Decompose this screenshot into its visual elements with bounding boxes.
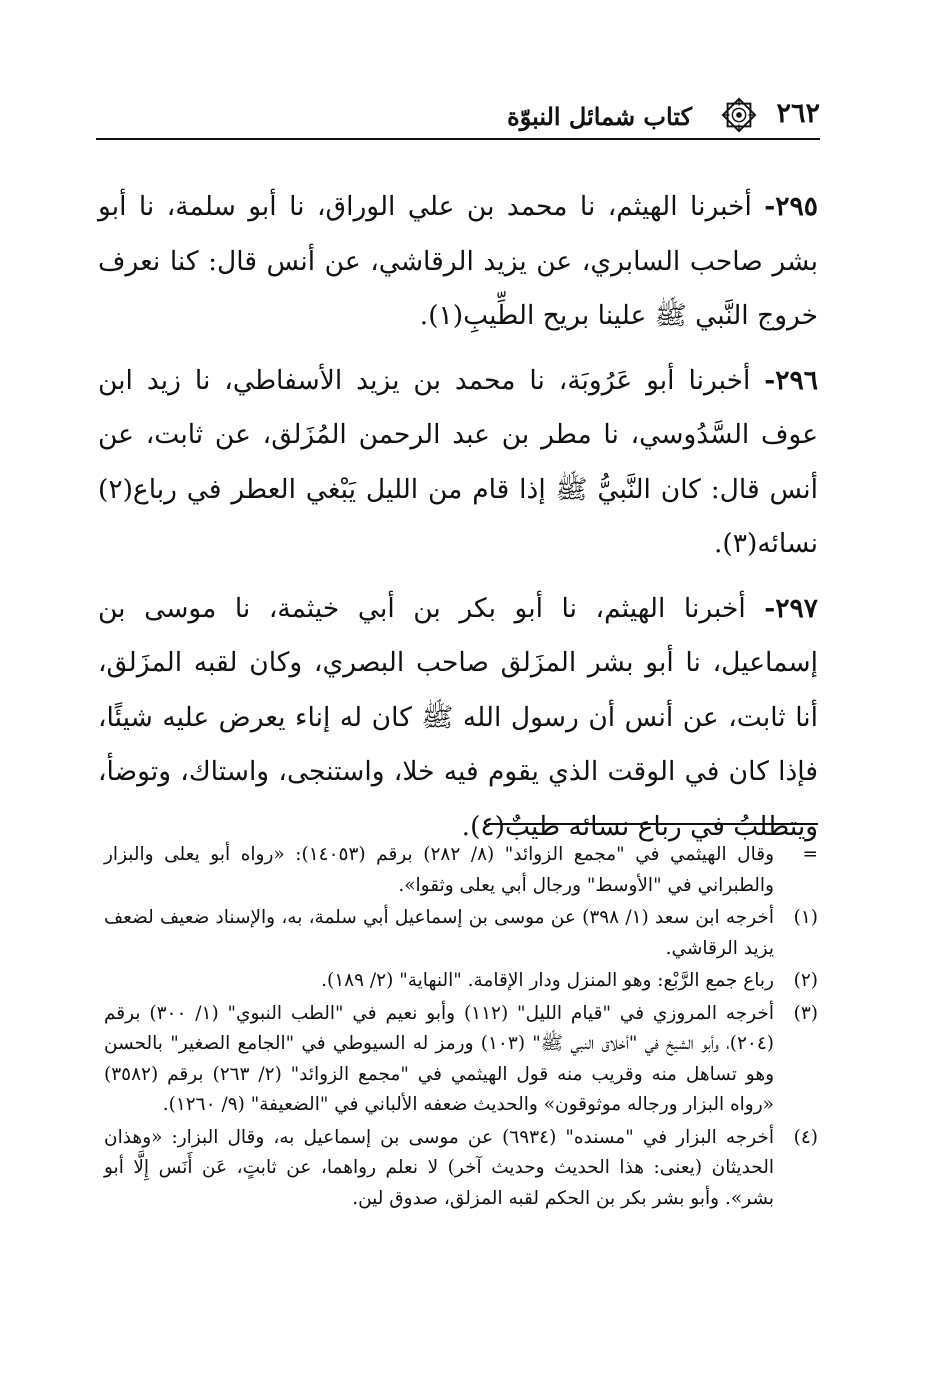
hadith-297 [98, 582, 818, 855]
footnote-mark: (١) [793, 907, 818, 928]
footnote-text: رباع جمع الرَّبْع: وهو المنزل ودار الإقامة. "النهاية" (٢/ ١٨٩). [321, 970, 774, 991]
hadith-number: ٢٩٧- [764, 592, 818, 624]
footnote-2 [104, 966, 818, 997]
hadith-number: ٢٩٦- [764, 364, 818, 396]
footnote-text: أخرجه ابن سعد (١/ ٣٩٨) عن موسى بن إسماعيل أبي سلمة، به، والإسناد ضعيف لضعف يزيد الرقاشي. [104, 907, 775, 959]
hadith-text: أخبرنا الهيثم، نا أبو بكر بن أبي خيثمة، نا موسى بن إسماعيل، نا أبو بشر المزَلق صاحب البصري، وكان لقبه المزَلق، أنا ثابت، عن أنس أن رسول الله ﷺ كان له إناء يعرض عليه شيئًا، فإذا كان في الوقت الذي يقوم فيه خلا، واستنجى، واستاك، وتوضأ، ويتطلبُ في رباع نسائه طيبٌ(٤). [98, 592, 819, 842]
footnote-mark: (٣) [793, 1002, 818, 1024]
footnote-continuation [104, 840, 818, 901]
footnote-1 [104, 903, 818, 964]
hadith-text: أخبرنا أبو عَرُوبَة، نا محمد بن يزيد الأسفاطي، نا زيد ابن عوف السَّدُوسي، نا مطر بن عبد الرحمن المُزَلق، عن ثابت، عن أنس قال: كان النَّبيُّ ﷺ إذا قام من الليل يَبْغي العطر في رباع(٢) نسائه(٣). [98, 364, 819, 559]
header-divider [96, 138, 820, 140]
footnote-mark: (٢) [793, 970, 818, 991]
octagon-star-ornament-icon [720, 96, 758, 134]
hadith-number: ٢٩٥- [764, 191, 818, 222]
footnote-4 [104, 1123, 818, 1215]
footnote-3 [104, 999, 818, 1121]
footnote-mark: (٤) [793, 1126, 818, 1148]
footnote-mark: = [802, 844, 818, 865]
footnote-divider [488, 823, 818, 825]
hadith-text: أخبرنا الهيثم، نا محمد بن علي الوراق، نا أبو سلمة، نا أبو بشر صاحب السابري، عن يزيد الرقاشي، عن أنس قال: كنا نعرف خروج النَّبي ﷺ علينا بريح الطِّيبِ(١). [98, 191, 818, 331]
footnote-text: وقال الهيثمي في "مجمع الزوائد" (٨/ ٢٨٢) برقم (١٤٠٥٣): «رواه أبو يعلى والبزار والطبراني في "الأوسط" ورجال أبي يعلى وثقوا». [104, 844, 775, 896]
hadith-295 [98, 180, 818, 344]
book-title: كتاب شمائل النبوّة [507, 102, 692, 131]
page-header [96, 96, 820, 140]
hadith-296 [98, 354, 818, 572]
main-text [98, 180, 818, 864]
footnotes [104, 840, 818, 1216]
footnote-text: أخرجه المروزي في "قيام الليل" (١١٢) وأبو نعيم في "الطب النبوي" (١/ ٣٠٠) برقم (٢٠٤)، وأبو الشيخ في "أخلاق النبي ﷺ" (١٠٣) ورمز له السيوطي في "الجامع الصغير" بالحسن وهو تساهل منه وقريب منه قول الهيثمي في "مجمع الزوائد" (٢/ ٢٦٣) برقم (٣٥٨٢) «رواه البزار ورجاله موثوقون» والحديث ضعفه الألباني في "الضعيفة" (٩/ ١٢٦٠). [104, 1002, 775, 1115]
footnote-text: أخرجه البزار في "مسنده" (٦٩٣٤) عن موسى بن إسماعيل به، وقال البزار: «وهذان الحديثان (يعنى: هذا الحديث وحديث آخر) لا نعلم رواهما، عن ثابتٍ، عَن أَنَس إِلَّا أبو بشر». وأبو بشر بكر بن الحكم لقبه المزلق، صدوق لين. [104, 1126, 775, 1209]
page-number: ٢٦٢ [776, 98, 820, 129]
